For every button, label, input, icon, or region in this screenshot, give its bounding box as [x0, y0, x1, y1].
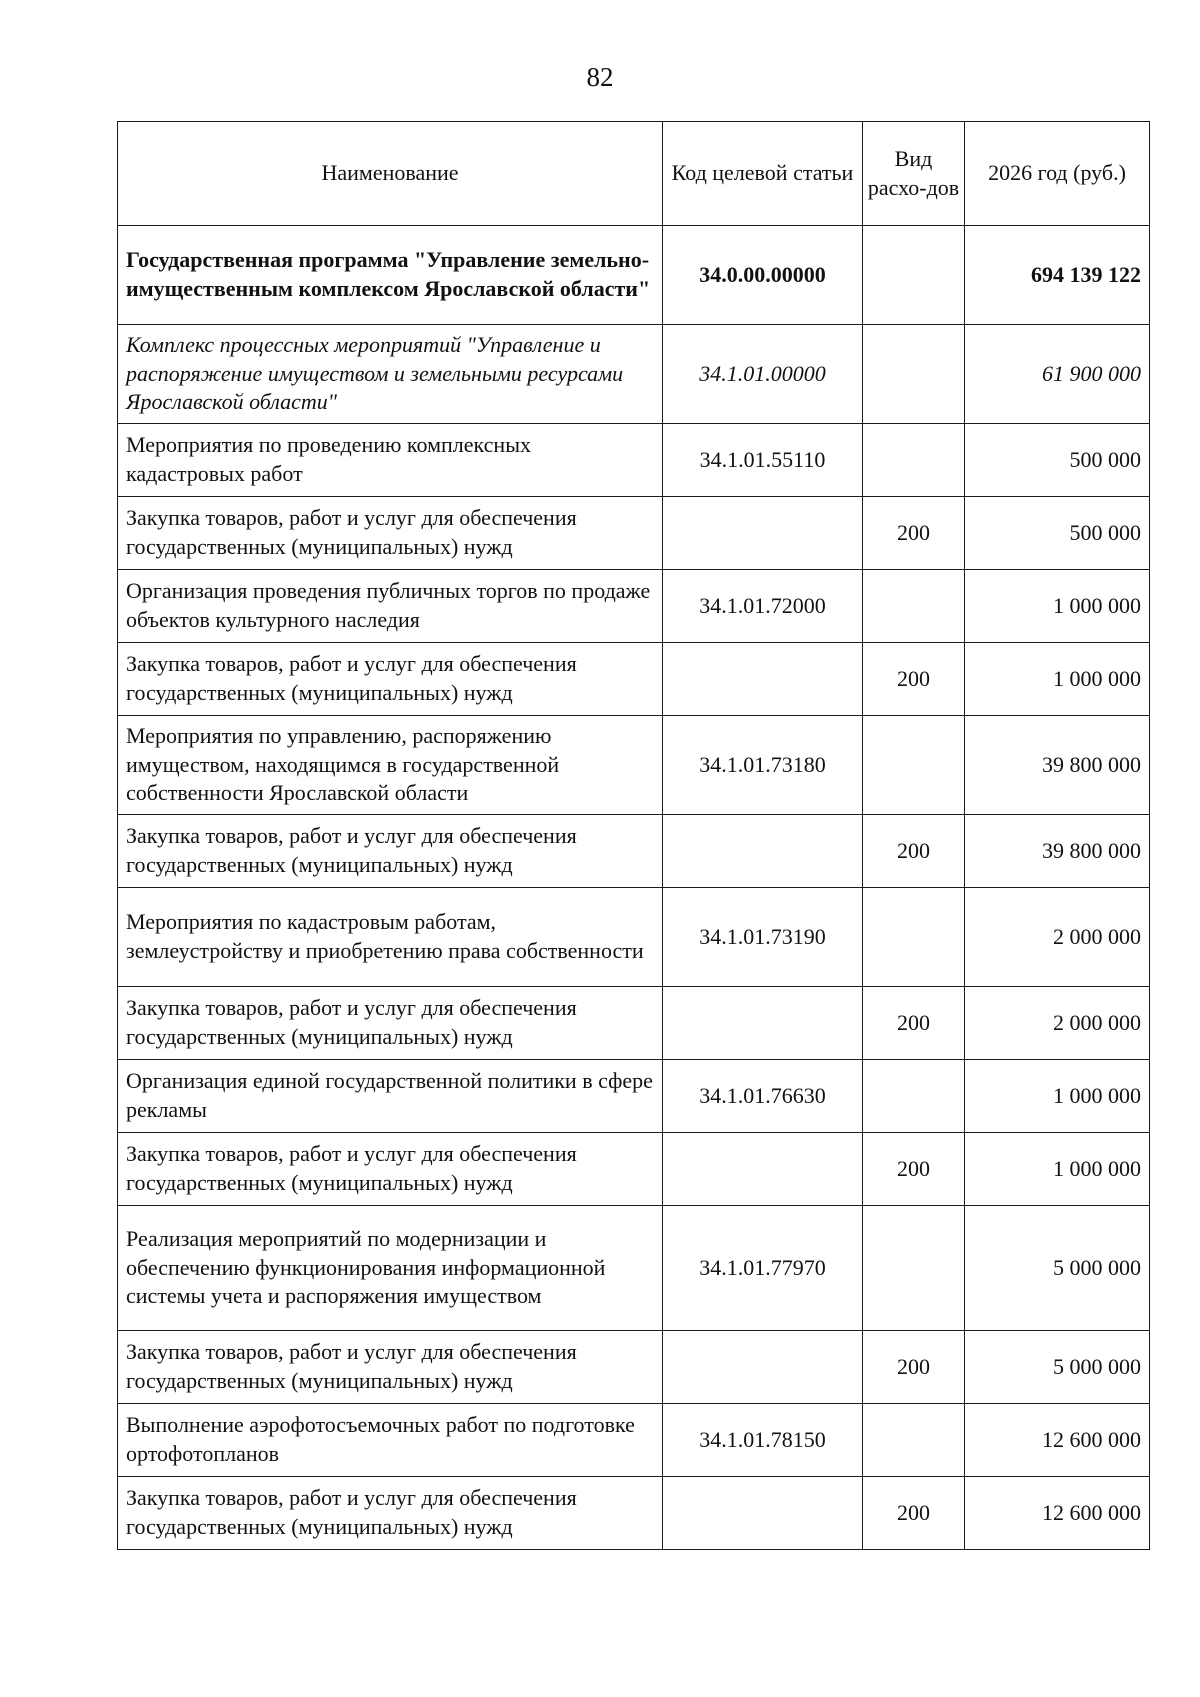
row-code: 34.1.01.73190 [663, 888, 863, 987]
budget-table [117, 121, 1150, 1550]
row-code: 34.1.01.00000 [663, 325, 863, 424]
page-number: 82 [586, 62, 614, 92]
row-kind [863, 325, 965, 424]
table-row [118, 1133, 1150, 1206]
row-code: 34.1.01.76630 [663, 1060, 863, 1133]
table-row [118, 1331, 1150, 1404]
row-name: Мероприятия по кадастровым работам, землеустройству и приобретению права собственности [118, 888, 663, 987]
row-amount: 5 000 000 [965, 1331, 1150, 1404]
header-name: Наименование [118, 122, 663, 226]
row-name: Мероприятия по управлению, распоряжению имуществом, находящимся в государственной собственности Ярославской области [118, 716, 663, 815]
row-code [663, 987, 863, 1060]
row-code [663, 1331, 863, 1404]
row-code [663, 643, 863, 716]
row-kind: 200 [863, 987, 965, 1060]
row-amount: 500 000 [965, 424, 1150, 497]
row-kind [863, 1060, 965, 1133]
row-name: Реализация мероприятий по модернизации и обеспечению функционирования информационной системы учета и распоряжения имуществом [118, 1206, 663, 1331]
table-row [118, 1206, 1150, 1331]
header-amount: 2026 год (руб.) [965, 122, 1150, 226]
row-kind: 200 [863, 497, 965, 570]
row-name: Организация единой государственной политики в сфере рекламы [118, 1060, 663, 1133]
row-amount: 1 000 000 [965, 570, 1150, 643]
row-code: 34.1.01.77970 [663, 1206, 863, 1331]
row-amount: 2 000 000 [965, 888, 1150, 987]
row-kind [863, 1404, 965, 1477]
row-code: 34.1.01.72000 [663, 570, 863, 643]
row-name: Закупка товаров, работ и услуг для обеспечения государственных (муниципальных) нужд [118, 497, 663, 570]
row-amount: 2 000 000 [965, 987, 1150, 1060]
row-name: Организация проведения публичных торгов по продаже объектов культурного наследия [118, 570, 663, 643]
row-name: Закупка товаров, работ и услуг для обеспечения государственных (муниципальных) нужд [118, 1477, 663, 1550]
row-amount: 12 600 000 [965, 1404, 1150, 1477]
row-amount: 1 000 000 [965, 643, 1150, 716]
row-name: Выполнение аэрофотосъемочных работ по подготовке ортофотопланов [118, 1404, 663, 1477]
row-amount: 1 000 000 [965, 1133, 1150, 1206]
row-amount: 39 800 000 [965, 716, 1150, 815]
row-name: Закупка товаров, работ и услуг для обеспечения государственных (муниципальных) нужд [118, 643, 663, 716]
row-kind [863, 226, 965, 325]
row-name: Закупка товаров, работ и услуг для обеспечения государственных (муниципальных) нужд [118, 815, 663, 888]
table-row [118, 1404, 1150, 1477]
table-row [118, 987, 1150, 1060]
row-code [663, 497, 863, 570]
row-amount: 12 600 000 [965, 1477, 1150, 1550]
row-code [663, 1477, 863, 1550]
row-kind [863, 716, 965, 815]
table-row [118, 815, 1150, 888]
table-row [118, 888, 1150, 987]
row-kind [863, 1206, 965, 1331]
row-name: Государственная программа "Управление земельно-имущественным комплексом Ярославской области" [118, 226, 663, 325]
row-kind: 200 [863, 1133, 965, 1206]
row-code: 34.1.01.73180 [663, 716, 863, 815]
row-name: Закупка товаров, работ и услуг для обеспечения государственных (муниципальных) нужд [118, 987, 663, 1060]
row-amount: 39 800 000 [965, 815, 1150, 888]
row-kind: 200 [863, 815, 965, 888]
row-amount: 5 000 000 [965, 1206, 1150, 1331]
header-kind: Вид расхо-дов [863, 122, 965, 226]
row-name: Закупка товаров, работ и услуг для обеспечения государственных (муниципальных) нужд [118, 1331, 663, 1404]
table-row [118, 716, 1150, 815]
row-name: Мероприятия по проведению комплексных кадастровых работ [118, 424, 663, 497]
row-code [663, 815, 863, 888]
row-kind: 200 [863, 1331, 965, 1404]
header-code: Код целевой статьи [663, 122, 863, 226]
row-amount: 61 900 000 [965, 325, 1150, 424]
table-header-row [118, 122, 1150, 226]
row-name: Закупка товаров, работ и услуг для обеспечения государственных (муниципальных) нужд [118, 1133, 663, 1206]
table-row [118, 226, 1150, 325]
row-code: 34.0.00.00000 [663, 226, 863, 325]
row-kind: 200 [863, 1477, 965, 1550]
row-amount: 694 139 122 [965, 226, 1150, 325]
table-row [118, 325, 1150, 424]
table-row [118, 570, 1150, 643]
row-amount: 1 000 000 [965, 1060, 1150, 1133]
table-row [118, 643, 1150, 716]
row-code: 34.1.01.78150 [663, 1404, 863, 1477]
table-row [118, 1477, 1150, 1550]
row-amount: 500 000 [965, 497, 1150, 570]
table-row [118, 1060, 1150, 1133]
table-row [118, 497, 1150, 570]
row-kind: 200 [863, 643, 965, 716]
row-name: Комплекс процессных мероприятий "Управление и распоряжение имуществом и земельными ресурсами Ярославской области" [118, 325, 663, 424]
row-code: 34.1.01.55110 [663, 424, 863, 497]
row-kind [863, 888, 965, 987]
row-kind [863, 570, 965, 643]
row-code [663, 1133, 863, 1206]
table-row [118, 424, 1150, 497]
row-kind [863, 424, 965, 497]
